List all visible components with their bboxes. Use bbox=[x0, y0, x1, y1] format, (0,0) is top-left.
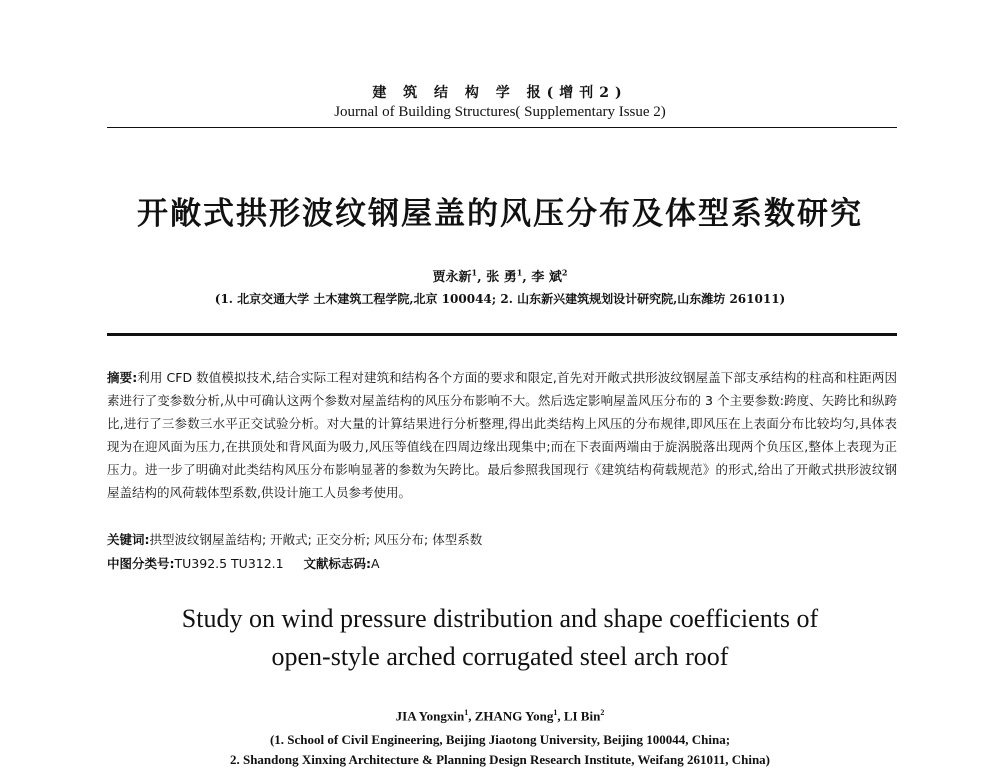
author-en-3-affil: 2 bbox=[600, 708, 605, 717]
doc-code-value: A bbox=[371, 556, 380, 571]
author-cn-1: 贾永新 bbox=[432, 270, 472, 285]
affiliation-en-line2: 2. Shandong Xinxing Architecture & Planning Design Research Institute, Weifang 261011, China) bbox=[229, 752, 771, 767]
abstract-text: 利用 CFD 数值模拟技术,结合实际工程对建筑和结构各个方面的要求和限定,首先对开敞式拱形波纹钢屋盖下部支承结构的柱高和柱距两因素进行了变参数分析,从中可确认这两个参数对屋盖结构的风压分布影响不大。然后选定影响屋盖风压分布的 3 个主要参数:跨度、矢跨比和纵跨比,进行了三参数三水平正交试验分析。对大量的计算结果进行分析整理,得出此类结构上风压的分布规律,即风压在上表面分布比较均匀,具体表现为在迎风面为压力,在拱顶处和背风面为吸力,风压等值线在四周边缘出现集中;而在下表面两端由于旋涡脱落出现两个负压区,整体上表现为正压力。进一步了明确对此类结构风压分布影响显著的参数为矢跨比。最后参照我国现行《建筑结构荷载规范》的形式,给出了开敞式拱形波纹钢屋盖结构的风荷载体型系数,供设计施工人员参考使用。 bbox=[107, 370, 897, 500]
abstract-label: 摘要: bbox=[107, 370, 138, 385]
doc-code-label: 文献标志码: bbox=[303, 556, 371, 571]
paper-title-cn: 开敞式拱形波纹钢屋盖的风压分布及体型系数研究 bbox=[137, 196, 863, 232]
author-cn-3: 李 斌 bbox=[531, 270, 562, 285]
author-en-3: LI Bin bbox=[563, 708, 601, 724]
paper-title-en-line1: Study on wind pressure distribution and shape coefficients of bbox=[181, 604, 819, 633]
abstract-cn bbox=[107, 366, 897, 504]
author-en-2: ZHANG Yong bbox=[474, 708, 554, 724]
affiliation-cn: (1. 北京交通大学 土木建筑工程学院,北京 100044; 2. 山东新兴建筑规划设计研究院,山东潍坊 261011) bbox=[214, 292, 786, 306]
author-en-2-affil: 1 bbox=[553, 708, 558, 717]
keywords-label: 关键词: bbox=[107, 532, 150, 547]
affiliation-en-line1: (1. School of Civil Engineering, Beijing Jiaotong University, Beijing 100044, China; bbox=[269, 732, 731, 747]
author-en-1-affil: 1 bbox=[464, 708, 469, 717]
paper-title-en-line2: open-style arched corrugated steel arch roof bbox=[271, 642, 729, 671]
clc-label: 中图分类号: bbox=[107, 556, 175, 571]
clc-value: TU392.5 TU312.1 bbox=[174, 556, 284, 571]
title-block-rule bbox=[107, 333, 897, 336]
header-rule bbox=[107, 127, 897, 128]
journal-title-cn: 建 筑 结 构 学 报(增刊2) bbox=[372, 85, 628, 101]
author-cn-1-affil: 1 bbox=[471, 267, 478, 278]
authors-en: JIA Yongxin$^1$, ZHANG Yong$^1$, LI Bin$^2$ bbox=[395, 708, 605, 724]
paper-title-en bbox=[0, 600, 1000, 676]
author-cn-2: 张 勇 bbox=[486, 270, 517, 285]
author-cn-3-affil: 2 bbox=[561, 267, 568, 278]
keywords-line bbox=[107, 530, 897, 548]
journal-title-en: Journal of Building Structures( Supplementary Issue 2) bbox=[334, 104, 666, 120]
keywords-text: 拱型波纹钢屋盖结构; 开敞式; 正交分析; 风压分布; 体型系数 bbox=[149, 532, 483, 547]
authors-cn: 贾永新$^1$, 张 勇$^1$, 李 斌$^2$ bbox=[432, 267, 568, 285]
author-en-1: JIA Yongxin bbox=[395, 708, 465, 724]
classification-line bbox=[107, 554, 897, 572]
author-cn-2-affil: 1 bbox=[516, 267, 523, 278]
